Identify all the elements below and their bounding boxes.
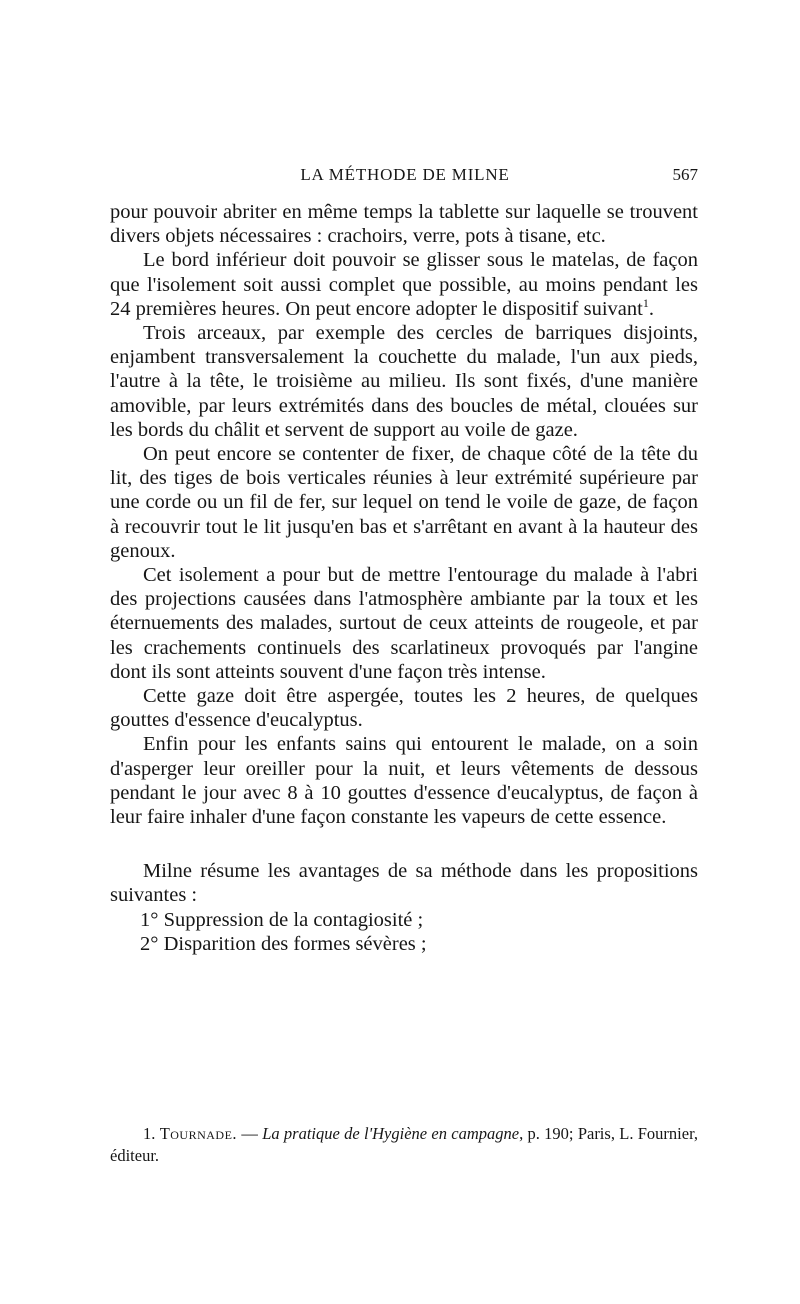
paragraph-3: Trois arceaux, par exemple des cercles de barriques disjoints, enjambent transversalement la couchette du malade, l'un aux pieds, l'autre à la tête, le troisième au milieu. Ils sont fixés, d'une manière amovible, par leurs extrémités dans des boucles de métal, clouées sur les bords du châlit et servent de support au voile de gaze. — [110, 322, 698, 441]
footnote-title: La pratique de l'Hygiène en campagne — [262, 1124, 520, 1143]
list-item: 2° Disparition des formes sévères ; — [140, 932, 427, 955]
paragraph-2: Le bord inférieur doit pouvoir se glisser sous le matelas, de façon que l'isolement soit aussi complet que possible, au moins pendant les 24 premières heures. On peut encore adopter le dispositif suivant$^1$. — [110, 249, 698, 320]
footnote-dash: — — [241, 1124, 258, 1143]
paragraph-4: On peut encore se contenter de fixer, de chaque côté de la tête du lit, des tiges de bois verticales réunies à leur extrémité supérieure par une corde ou un fil de fer, sur lequel on tend le voile de gaze, de façon à recouvrir tout le lit jusqu'en bas et s'arrêtant en avant à la hauteur des genoux. — [110, 443, 698, 562]
paragraph-6: Cette gaze doit être aspergée, toutes les 2 heures, de quelques gouttes d'essence d'eucalyptus. — [110, 685, 698, 732]
running-title: LA MÉTHODE DE MILNE — [300, 165, 510, 184]
paragraph-8: Milne résume les avantages de sa méthode dans les propositions suivantes : — [110, 860, 698, 907]
footnote-marker: 1 — [642, 295, 649, 310]
footnote-text — [110, 1123, 698, 1167]
paragraph-5: Cet isolement a pour but de mettre l'entourage du malade à l'abri des projections causées dans l'atmosphère ambiante par la toux et les éternuements des malades, surtout de ceux atteints de rougeole, et par les crachements continuels des scarlatineux provoqués par l'angine dont ils sont atteints souvent d'une façon très intense. — [110, 564, 698, 683]
paragraph-7: Enfin pour les enfants sains qui entourent le malade, on a soin d'asperger leur oreiller pour la nuit, et leurs vêtements de dessous pendant le jour avec 8 à 10 gouttes d'essence d'eucalyptus, de façon à leur faire inhaler d'une façon constante les vapeurs de cette essence. — [110, 733, 698, 829]
main-text — [110, 200, 698, 956]
footnote-author: Tournade. — [159, 1124, 238, 1143]
footnote-number: 1. — [143, 1124, 156, 1143]
footnote — [110, 1123, 698, 1167]
footnote-publication: , p. 190; Paris, L. Fournier, éditeur. — [110, 1124, 699, 1165]
paragraph-1: pour pouvoir abriter en même temps la tablette sur laquelle se trouvent divers objets nécessaires : crachoirs, verre, pots à tisane, etc. — [110, 201, 698, 248]
page-number: 567 — [672, 165, 698, 184]
paragraph-2-text: Le bord inférieur doit pouvoir se glisser sous le matelas, de façon que l'isolement soit aussi complet que possible, au moins pendant les 24 premières heures. On peut encore adopter le dispositif suivant — [110, 249, 698, 320]
page-header — [110, 163, 700, 189]
list-item: 1° Suppression de la contagiosité ; — [140, 908, 424, 931]
